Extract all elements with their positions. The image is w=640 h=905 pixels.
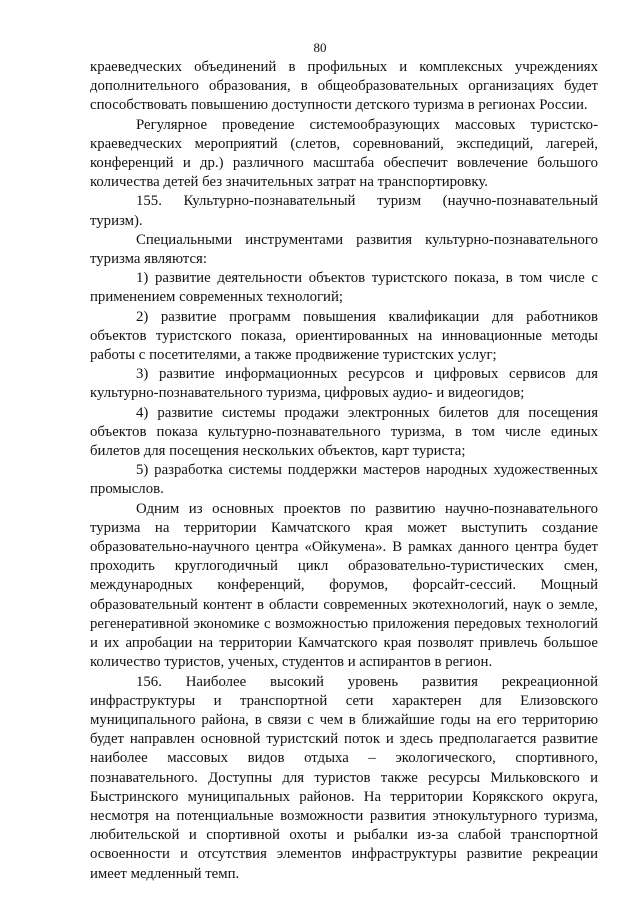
list-item-3: 3) развитие информационных ресурсов и цифровых сервисов для культурно-познавательного туризма, цифровых аудио- и видеогидов; [90,366,598,402]
document-body [90,58,598,884]
list-item-5: 5) разработка системы поддержки мастеров народных художественных промыслов. [90,462,598,498]
list-item-4: 4) развитие системы продажи электронных билетов для посещения объектов показа культурно-познавательного туризма, в том числе единых билетов для посещения нескольких объектов, карт туриста; [90,404,598,460]
list-item-2: 2) развитие программ повышения квалификации для работников объектов туристского показа, ориентированных на инновационные методы работы с посетителями, а также продвижение туристских услуг; [90,308,598,364]
page-number: 80 [313,40,327,55]
list-item-1: 1) развитие деятельности объектов туристского показа, в том числе с применением современных технологий; [90,270,598,306]
paragraph-section-156: 156. Наиболее высокий уровень развития рекреационной инфраструктуры и транспортной сети характерен для Елизовского муниципального района, в связи с чем в ближайшие годы на его территорию будет направлен основной туристский поток и здесь предполагается развитие наиболее массовых видов отдыха – экологического, спортивного, познавательного. Доступны для туристов также ресурсы Мильковского и Быстринского муниципальных районов. На территории Корякского округа, несмотря на потенциальные возможности развития этнокультурного туризма, любительской и спортивной охоты и рыбалки из-за слабой транспортной освоенности и отсутствия элементов инфраструктуры развитие рекреации имеет медленный темп. [90,673,598,882]
paragraph-continuation: краеведческих объединений в профильных и комплексных учреждениях дополнительного образования, в общеобразовательных организациях будет способствовать повышению доступности детского туризма в регионах России. [90,59,598,114]
paragraph-section-155-heading: 155. Культурно-познавательный туризм (научно-познавательный туризм). [90,193,598,229]
paragraph-instruments-intro: Специальными инструментами развития культурно-познавательного туризма являются: [90,231,598,268]
paragraph-oikumena-project: Одним из основных проектов по развитию научно-познавательного туризма на территории Камчатского края может выступить создание образовательно-научного центра «Ойкумена». В рамках данного центра будет проходить круглогодичный цикл образовательно-туристических смен, международных конференций, форумов, форсайт-сессий. Мощный образовательный контент в области современных экотехнологий, наук о земле, регенеративной экономике с возможностью приложения передовых технологий и их апробации на территории Камчатского края позволят привлечь большое количество туристов, ученых, студентов и аспирантов в регион. [90,500,598,671]
paragraph-mass-events: Регулярное проведение системообразующих массовых туристско-краеведческих мероприятий (слетов, соревнований, экспедиций, лагерей, конференций и др.) различного масштаба обеспечит вовлечение большого количества детей без значительных затрат на транспортировку. [90,116,598,191]
